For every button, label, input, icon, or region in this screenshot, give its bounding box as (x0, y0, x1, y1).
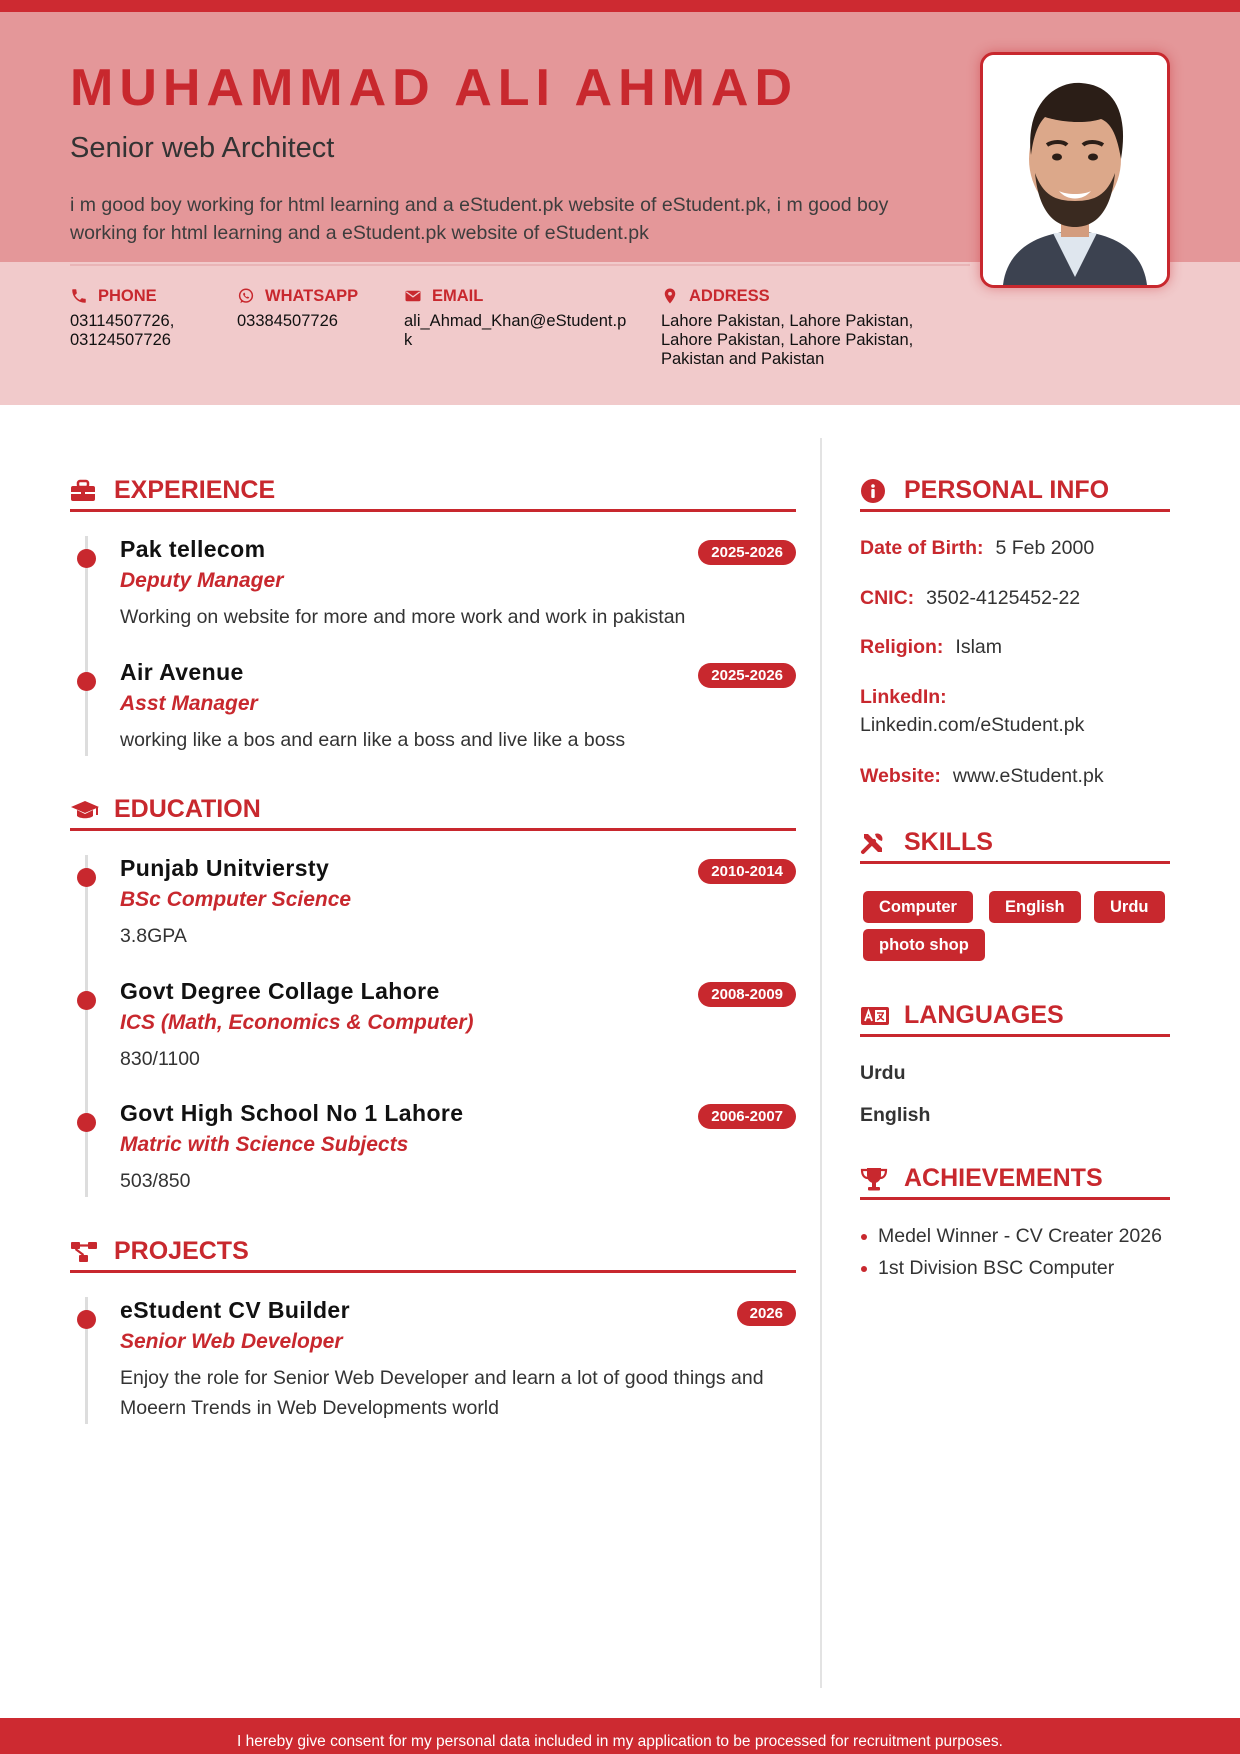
education-degree: BSc Computer Science (120, 888, 352, 911)
education-degree: Matric with Science Subjects (120, 1133, 409, 1156)
project-diagram-icon (70, 1240, 114, 1264)
profile-summary: i m good boy working for html learning and a eStudent.pk website of eStudent.pk, i m good boy working for html learning and a eStudent.pk website of eStudent.pk (70, 194, 889, 244)
experience-description: working like a bos and earn like a boss and live like a boss (120, 729, 626, 751)
timeline-line (85, 855, 88, 1197)
date-badge: 2025-2026 (698, 540, 796, 565)
achievements-list (860, 1224, 1170, 1288)
education-degree: ICS (Math, Economics & Computer) (120, 1011, 474, 1034)
achievements-title: ACHIEVEMENTS (904, 1164, 1103, 1192)
experience-title: EXPERIENCE (114, 476, 276, 504)
education-result: 503/850 (120, 1170, 191, 1192)
contact-email (404, 286, 634, 350)
language-item: Urdu (860, 1062, 906, 1084)
info-religion (860, 633, 1170, 661)
date-badge: 2010-2014 (698, 859, 796, 884)
info-linkedin (860, 683, 1170, 739)
education-institution: Punjab Unitviersty (120, 855, 330, 881)
date-badge: 2025-2026 (698, 663, 796, 688)
info-value: Islam (955, 636, 1003, 658)
skills-heading (860, 824, 1170, 864)
timeline-dot (77, 672, 96, 691)
languages-title: LANGUAGES (904, 1001, 1064, 1029)
timeline-dot (77, 1113, 96, 1132)
timeline-dot (77, 991, 96, 1010)
consent-footer: I hereby give consent for my personal data included in my application to be processed for recruitment purposes. (0, 1718, 1240, 1754)
trophy-icon (860, 1166, 904, 1192)
projects-heading (70, 1233, 796, 1273)
date-badge: 2026 (737, 1301, 796, 1326)
contact-phone-label: PHONE (98, 286, 157, 305)
experience-list (70, 536, 796, 756)
projects-title: PROJECTS (114, 1237, 249, 1265)
date-badge: 2006-2007 (698, 1104, 796, 1129)
whatsapp-icon (237, 287, 255, 305)
info-date-of-birth (860, 534, 1170, 562)
timeline-dot (77, 549, 96, 568)
info-label: Date of Birth: (860, 537, 984, 559)
info-label: Religion: (860, 636, 944, 658)
info-value: 5 Feb 2000 (995, 537, 1095, 559)
education-result: 830/1100 (120, 1048, 200, 1070)
graduation-cap-icon (70, 798, 114, 822)
info-cnic (860, 584, 1170, 612)
contact-phone (70, 286, 220, 350)
contact-email-label: EMAIL (432, 286, 484, 305)
experience-role: Deputy Manager (120, 569, 284, 592)
phone-icon (70, 287, 88, 305)
project-name: eStudent CV Builder (120, 1297, 350, 1323)
education-title: EDUCATION (114, 795, 261, 823)
profile-photo (980, 52, 1170, 288)
skill-tag: Computer (863, 891, 973, 923)
personal-info-heading (860, 472, 1170, 512)
education-result: 3.8GPA (120, 925, 187, 947)
timeline-dot (77, 1310, 96, 1329)
envelope-icon (404, 287, 422, 305)
contact-address-label: ADDRESS (689, 286, 770, 305)
languages-heading (860, 997, 1170, 1037)
briefcase-icon (70, 479, 114, 503)
education-institution: Govt High School No 1 Lahore (120, 1100, 464, 1126)
info-icon (860, 478, 904, 504)
header-divider (70, 264, 970, 266)
language-icon (860, 1005, 904, 1027)
skill-tag: photo shop (863, 929, 985, 961)
education-list (70, 855, 796, 1197)
contact-phone-value[interactable]: 03114507726, 03124507726 (70, 312, 175, 349)
personal-info-title: PERSONAL INFO (904, 476, 1110, 504)
contact-whatsapp-value[interactable]: 03384507726 (237, 312, 338, 330)
skills-title: SKILLS (904, 828, 993, 856)
contact-address (661, 286, 961, 369)
date-badge: 2008-2009 (698, 982, 796, 1007)
info-label: LinkedIn: (860, 686, 947, 708)
top-accent-strip (0, 0, 1240, 12)
info-label: CNIC: (860, 587, 915, 609)
job-title: Senior web Architect (70, 132, 335, 164)
info-label: Website: (860, 765, 941, 787)
achievement-item: 1st Division BSC Computer (860, 1256, 1170, 1280)
experience-description: Working on website for more and more work and work in pakistan (120, 606, 686, 628)
experience-role: Asst Manager (120, 692, 258, 715)
tools-icon (860, 830, 904, 856)
timeline-dot (77, 868, 96, 887)
candidate-name: MUHAMMAD ALI AHMAD (70, 59, 799, 117)
education-institution: Govt Degree Collage Lahore (120, 978, 440, 1004)
experience-company: Air Avenue (120, 659, 244, 685)
timeline-line (85, 536, 88, 756)
achievement-item: Medel Winner - CV Creater 2026 (860, 1224, 1170, 1248)
contact-address-value: Lahore Pakistan, Lahore Pakistan, Lahore Pakistan, Lahore Pakistan, Pakistan and Pakistan (661, 312, 914, 368)
projects-list (70, 1297, 796, 1424)
project-description: Enjoy the role for Senior Web Developer and learn a lot of good things and Moeern Trends in Web Developments world (120, 1367, 764, 1419)
experience-heading (70, 472, 796, 512)
experience-company: Pak tellecom (120, 536, 266, 562)
website-link[interactable]: www.eStudent.pk (952, 765, 1104, 787)
language-item: English (860, 1104, 931, 1126)
education-heading (70, 791, 796, 831)
skill-tag: Urdu (1094, 891, 1165, 923)
linkedin-link[interactable]: Linkedin.com/eStudent.pk (860, 714, 1085, 736)
contact-email-value[interactable]: ali_Ahmad_Khan@eStudent.pk (404, 312, 627, 349)
achievements-heading (860, 1160, 1170, 1200)
info-website (860, 762, 1170, 790)
column-divider (820, 438, 822, 1688)
skill-tag: English (989, 891, 1081, 923)
contact-whatsapp-label: WHATSAPP (265, 286, 359, 305)
info-value: 3502-4125452-22 (926, 587, 1081, 609)
map-pin-icon (661, 287, 679, 305)
contact-whatsapp (237, 286, 387, 331)
project-role: Senior Web Developer (120, 1330, 343, 1353)
